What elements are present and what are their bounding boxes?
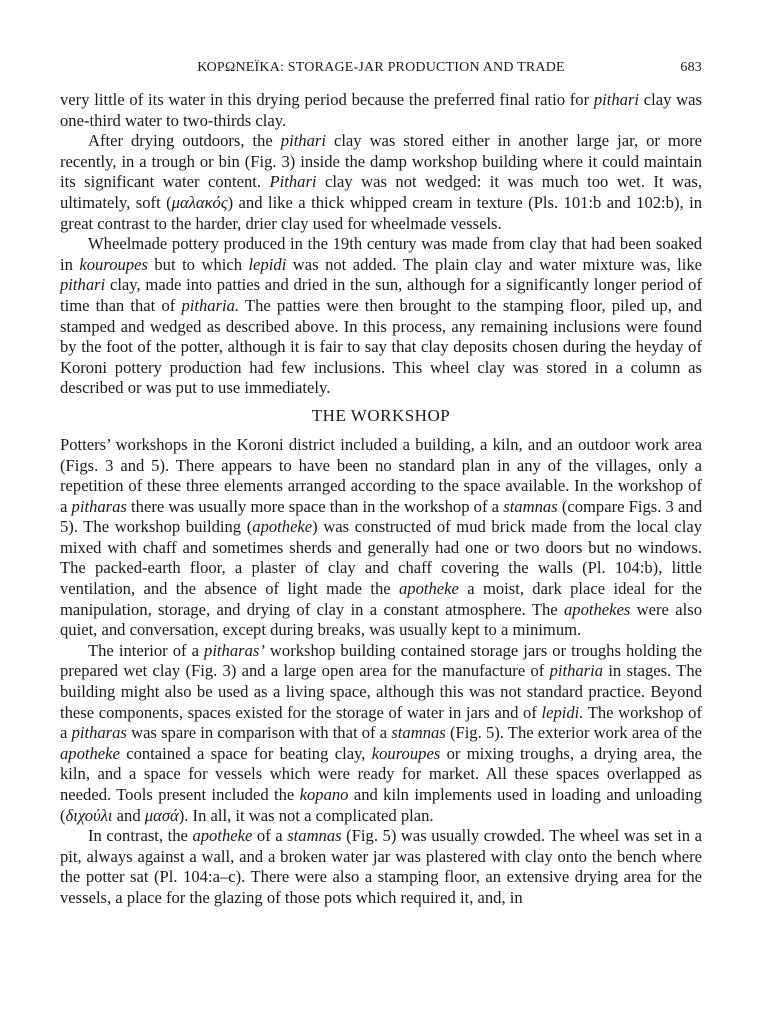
italic-term: μασά [144, 805, 179, 825]
text-run: Wheelmade pottery produced in the 19th century was made from clay that had been soaked in [60, 234, 702, 274]
italic-term: pitharas [71, 496, 127, 516]
text-run: and [112, 805, 145, 825]
italic-term: stamnas [503, 496, 558, 516]
italic-term: pithari [593, 90, 640, 109]
text-run: The workshop of a [60, 702, 703, 743]
text-run: (compare Figs. 3 and 5). The workshop building ( [60, 496, 702, 537]
text-run: very little of its water in this drying period because the preferred final ratio for [60, 90, 594, 109]
italic-term: pithari [60, 275, 106, 295]
text-run: a moist, dark place ideal for the manipulation, storage, and drying of clay in a constant atmosphere. The [60, 579, 702, 619]
italic-term: apothekes [563, 599, 631, 619]
text-run: clay was not wedged: it was much too wet. It was, ultimately, soft ( [60, 172, 702, 212]
italic-term: pitharas’ [204, 640, 265, 660]
paragraph-1 [60, 90, 702, 131]
text-run: The patties were then brought to the stamping floor, piled up, and stamped and wedged as described above. In this process, any remaining inclusions were found by the foot of the potter, although it is fair to say that clay deposits chosen during the heyday of Koroni pottery production had few inclusions. This wheel clay was stored in a column as described or was put to use immediately. [60, 295, 702, 398]
text-run: was not added. The plain clay and water mixture was, like [286, 254, 702, 274]
italic-term: kouroupes [79, 254, 148, 274]
paragraph-3 [60, 234, 702, 399]
text-run: ) was constructed of mud brick made from the local clay mixed with chaff and sometimes sherds and generally had one or two doors but no windows. The packed-earth floor, a plaster of clay and chaff covering the walls (Pl. 104:b), little ventilation, and the absence of light made the [60, 517, 702, 599]
italic-term: pitharas [71, 723, 127, 743]
text-run: (Fig. 5). The exterior work area of the [445, 723, 702, 743]
italic-term: apotheke [252, 517, 313, 537]
italic-term: apotheke [192, 826, 253, 846]
text-run: (Fig. 5) was usually crowded. The wheel was set in a pit, always against a wall, and a broken water jar was plastered with clay onto the bench where the potter sat (Pl. 104:a–c). There were also a stamping floor, an extensive drying area for the vessels, a place for the glazing of those pots which required it, and, in [60, 826, 702, 907]
text-run: ). In all, it was not a complicated plan. [178, 805, 434, 825]
text-run: was spare in comparison with that of a [126, 723, 392, 743]
text-run: and kiln implements used in loading and unloading ( [60, 785, 703, 825]
page-number: 683 [680, 60, 702, 75]
italic-term: apotheke [60, 743, 120, 763]
text-run: The interior of a [88, 640, 205, 660]
italic-term: stamnas [391, 723, 446, 743]
text-run: or mixing troughs, a drying area, the kiln, and a space for vessels which were ready for market. All these spaces overlapped as needed. Tools present included the [60, 743, 702, 804]
body-text [60, 90, 702, 909]
text-run: were also quiet, and conversation, except during breaks, was usually kept to a minimum. [60, 599, 702, 640]
text-run: ) and like a thick whipped cream in texture (Pls. 101:b and 102:b), in great contrast to the harder, drier clay used for wheelmade vessels. [60, 192, 702, 233]
paragraph-5 [60, 641, 702, 826]
italic-term: lepidi. [541, 702, 584, 722]
italic-term: pitharia. [181, 295, 240, 315]
italic-term: μαλακός [171, 192, 228, 212]
text-run: clay was stored either in another large jar, or more recently, in a trough or bin (Fig. 3) inside the damp workshop building where it could maintain its significant water content. [60, 131, 703, 192]
text-run: In contrast, the [88, 826, 193, 846]
paragraph-4 [60, 435, 702, 641]
text-run: in stages. The building might also be used as a living space, although this was not standard practice. Beyond these components, spaces existed for the storage of water in jars and of [60, 661, 702, 722]
text-run: workshop building contained storage jars or troughs holding the prepared wet clay (Fig. 3) and a large open area for the manufacture of [60, 640, 702, 681]
italic-term: pitharia [549, 661, 604, 681]
running-head-title: ΚΟΡΩΝΕΪΚΑ: STORAGE-JAR PRODUCTION AND TRADE [197, 60, 565, 75]
text-run: contained a space for beating clay, [119, 743, 372, 763]
italic-term: kouroupes [371, 743, 441, 763]
italic-term: pithari [280, 131, 326, 151]
paragraph-2 [60, 131, 702, 234]
text-run: clay was one-third water to two-thirds clay. [60, 90, 702, 130]
text-run: but to which [147, 254, 249, 274]
text-run: Potters’ workshops in the Koroni district included a building, a kiln, and an outdoor work area (Figs. 3 and 5). There appears to have been no standard plan in any of the villages, only a repetition of these three elements arranged according to the space available. In the workshop of a [60, 434, 702, 516]
italic-term: Pithari [269, 172, 317, 192]
italic-term: lepidi [248, 254, 287, 274]
italic-term: διχούλι [65, 805, 113, 825]
italic-term: stamnas [287, 826, 342, 846]
text-run: there was usually more space than in the workshop of a [126, 496, 504, 516]
italic-term: apotheke [399, 579, 459, 599]
section-heading: THE WORKSHOP [311, 405, 451, 425]
italic-term: kopano [299, 785, 349, 804]
text-run: After drying outdoors, the [88, 131, 281, 151]
text-run: of a [252, 826, 288, 846]
text-run: clay, made into patties and dried in the sun, although for a significantly longer period of time than that of [60, 275, 702, 315]
paragraph-6 [60, 826, 702, 908]
